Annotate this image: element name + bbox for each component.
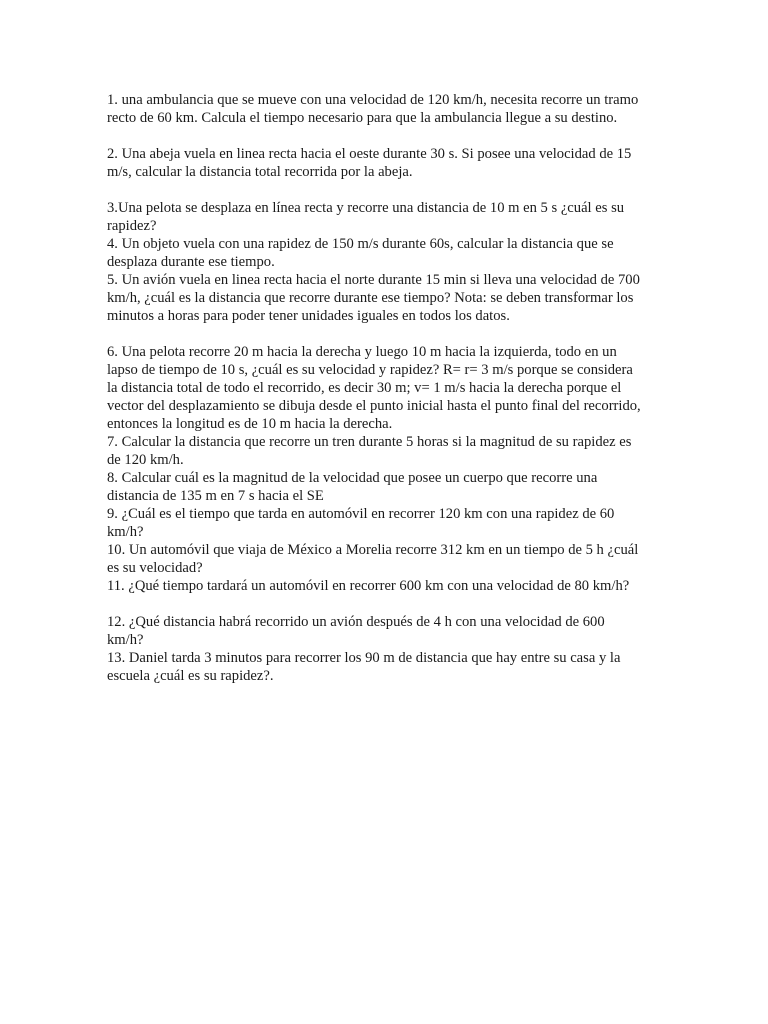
problem-6-line-2: lapso de tiempo de 10 s, ¿cuál es su velocidad y rapidez? R= r= 3 m/s porque se considera <box>107 362 633 378</box>
problem-5-line-3: minutos a horas para poder tener unidades iguales en todos los datos. <box>107 308 510 324</box>
problem-6-line-1: 6. Una pelota recorre 20 m hacia la derecha y luego 10 m hacia la izquierda, todo en un <box>107 344 617 360</box>
problem-7-line-2: de 120 km/h. <box>107 452 184 468</box>
problem-11-line-1: 11. ¿Qué tiempo tardará un automóvil en recorrer 600 km con una velocidad de 80 km/h? <box>107 578 630 594</box>
problem-8-line-1: 8. Calcular cuál es la magnitud de la velocidad que posee un cuerpo que recorre una <box>107 470 598 486</box>
document-page <box>107 91 667 685</box>
problem-8 <box>107 469 667 505</box>
problem-1-line-1: 1. una ambulancia que se mueve con una velocidad de 120 km/h, necesita recorre un tramo <box>107 92 639 108</box>
problem-9-line-2: km/h? <box>107 524 144 540</box>
problem-10-line-1: 10. Un automóvil que viaja de México a Morelia recorre 312 km en un tiempo de 5 h ¿cuál <box>107 542 639 558</box>
problem-3 <box>107 199 667 235</box>
problem-4-line-2: desplaza durante ese tiempo. <box>107 254 275 270</box>
problem-12-line-1: 12. ¿Qué distancia habrá recorrido un avión después de 4 h con una velocidad de 600 <box>107 614 605 630</box>
problem-11 <box>107 577 667 595</box>
problem-13 <box>107 649 667 685</box>
problem-6-line-5: entonces la longitud es de 10 m hacia la derecha. <box>107 416 393 432</box>
problem-6-line-3: la distancia total de todo el recorrido, es decir 30 m; v= 1 m/s hacia la derecha porque el <box>107 380 622 396</box>
problem-4-line-1: 4. Un objeto vuela con una rapidez de 150 m/s durante 60s, calcular la distancia que se <box>107 236 614 252</box>
problem-13-line-1: 13. Daniel tarda 3 minutos para recorrer los 90 m de distancia que hay entre su casa y la <box>107 650 621 666</box>
problem-9 <box>107 505 667 541</box>
problem-1-line-2: recto de 60 km. Calcula el tiempo necesario para que la ambulancia llegue a su destino. <box>107 110 618 126</box>
problem-6-line-4: vector del desplazamiento se dibuja desde el punto inicial hasta el punto final del recorrido, <box>107 398 641 414</box>
problem-1 <box>107 91 667 127</box>
problem-7 <box>107 433 667 469</box>
problem-12-line-2: km/h? <box>107 632 144 648</box>
problem-12 <box>107 613 667 649</box>
problem-8-line-2: distancia de 135 m en 7 s hacia el SE <box>107 488 324 504</box>
problem-13-line-2: escuela ¿cuál es su rapidez?. <box>107 668 274 684</box>
problem-2 <box>107 145 667 181</box>
problem-4 <box>107 235 667 271</box>
problem-10-line-2: es su velocidad? <box>107 560 203 576</box>
problem-3-line-1: 3.Una pelota se desplaza en línea recta y recorre una distancia de 10 m en 5 s ¿cuál es su <box>107 200 625 216</box>
problem-6 <box>107 343 667 433</box>
problem-3-line-2: rapidez? <box>107 218 157 234</box>
problem-2-line-2: m/s, calcular la distancia total recorrida por la abeja. <box>107 164 413 180</box>
problem-5-line-1: 5. Un avión vuela en linea recta hacia el norte durante 15 min si lleva una velocidad de 700 <box>107 272 640 288</box>
problem-7-line-1: 7. Calcular la distancia que recorre un tren durante 5 horas si la magnitud de su rapidez es <box>107 434 632 450</box>
problem-5 <box>107 271 667 325</box>
problem-9-line-1: 9. ¿Cuál es el tiempo que tarda en automóvil en recorrer 120 km con una rapidez de 60 <box>107 506 615 522</box>
problem-10 <box>107 541 667 577</box>
problem-5-line-2: km/h, ¿cuál es la distancia que recorre durante ese tiempo? Nota: se deben transformar los <box>107 290 634 306</box>
problem-2-line-1: 2. Una abeja vuela en linea recta hacia el oeste durante 30 s. Si posee una velocidad de 15 <box>107 146 632 162</box>
